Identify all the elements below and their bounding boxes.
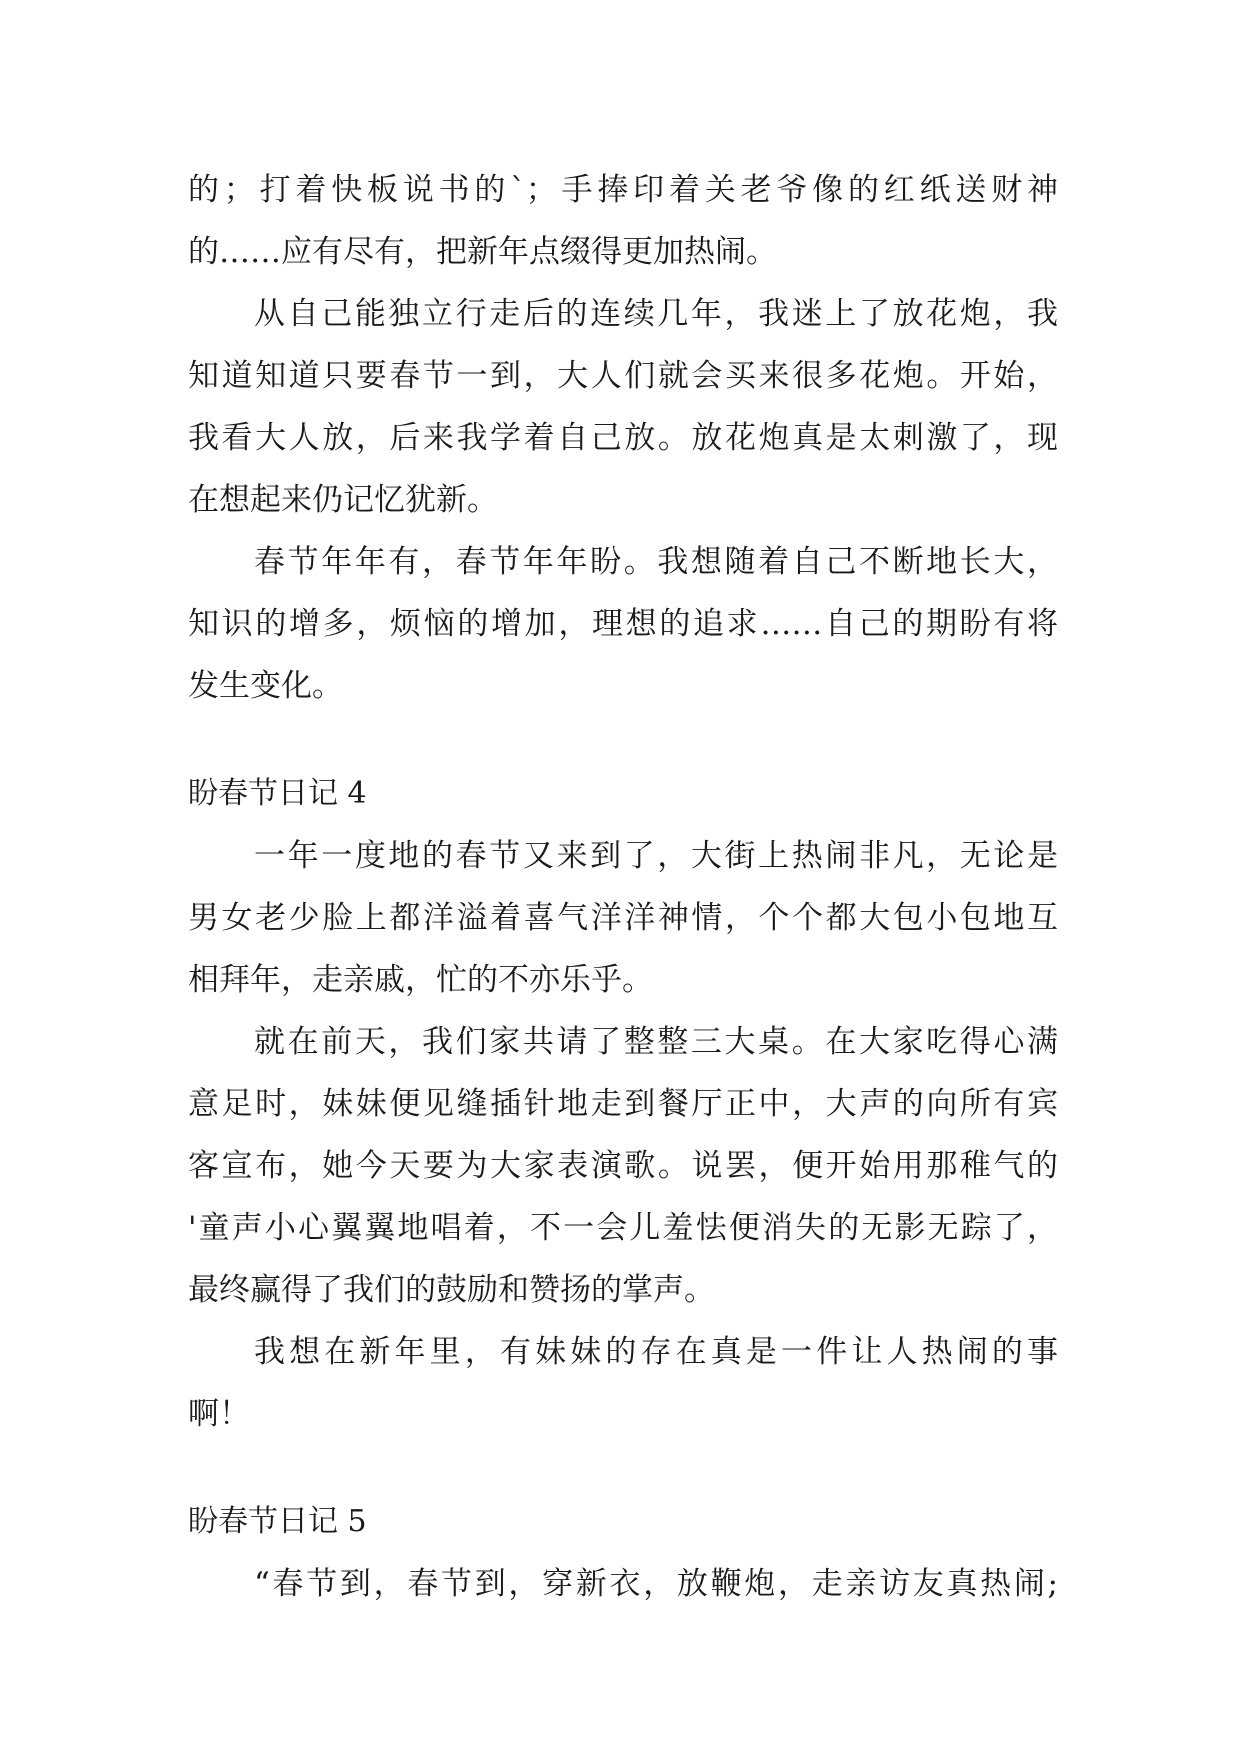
section4-paragraph-2 xyxy=(188,1011,1058,1321)
paragraph-firecracker xyxy=(188,283,1058,531)
text-line: 客宣布，她今天要为大家表演歌。说罢，便开始用那稚气的 xyxy=(188,1148,1058,1184)
section4-paragraph-3 xyxy=(188,1321,1058,1445)
text-line: 就在前天，我们家共请了整整三大桌。在大家吃得心满 xyxy=(254,1024,1058,1060)
section-title-4: 盼春节日记 4 xyxy=(188,776,367,811)
paragraph-intro-continued xyxy=(188,159,1058,283)
text-line: 的；打着快板说书的`；手捧印着关老爷像的红纸送财神 xyxy=(188,172,1058,208)
section4-paragraph-1 xyxy=(188,825,1058,1011)
text-line: '童声小心翼翼地唱着，不一会儿羞怯便消失的无影无踪了， xyxy=(188,1210,1058,1246)
text-line: 从自己能独立行走后的连续几年，我迷上了放花炮，我 xyxy=(254,296,1058,332)
text-line: 最终赢得了我们的鼓励和赞扬的掌声。 xyxy=(188,1272,715,1308)
section5-paragraph-1 xyxy=(188,1553,1058,1615)
text-line: 春节年年有，春节年年盼。我想随着自己不断地长大， xyxy=(254,544,1058,580)
paragraph-expect xyxy=(188,531,1058,717)
section-spacer xyxy=(188,717,1058,763)
text-line: 啊！ xyxy=(188,1396,250,1432)
text-line: 男女老少脸上都洋溢着喜气洋洋神情，个个都大包小包地互 xyxy=(188,900,1058,936)
section-title-5: 盼春节日记 5 xyxy=(188,1504,367,1539)
section-spacer xyxy=(188,1445,1058,1491)
text-line: 我想在新年里，有妹妹的存在真是一件让人热闹的事 xyxy=(254,1334,1058,1370)
document-body xyxy=(188,159,1058,1615)
text-line: 意足时，妹妹便见缝插针地走到餐厅正中，大声的向所有宾 xyxy=(188,1086,1058,1122)
text-line: 的……应有尽有，把新年点缀得更加热闹。 xyxy=(188,234,777,270)
text-line: 发生变化。 xyxy=(188,668,343,704)
text-line: 我看大人放，后来我学着自己放。放花炮真是太刺激了，现 xyxy=(188,420,1058,456)
text-line: 知道知道只要春节一到，大人们就会买来很多花炮。开始， xyxy=(188,358,1058,394)
text-line: 知识的增多，烦恼的增加，理想的追求……自己的期盼有将 xyxy=(188,606,1058,642)
text-line: 在想起来仍记忆犹新。 xyxy=(188,482,498,518)
text-line: “春节到，春节到，穿新衣，放鞭炮，走亲访友真热闹; xyxy=(254,1566,1058,1602)
text-line: 相拜年，走亲戚，忙的不亦乐乎。 xyxy=(188,962,653,998)
text-line: 一年一度地的春节又来到了，大街上热闹非凡，无论是 xyxy=(254,838,1058,874)
